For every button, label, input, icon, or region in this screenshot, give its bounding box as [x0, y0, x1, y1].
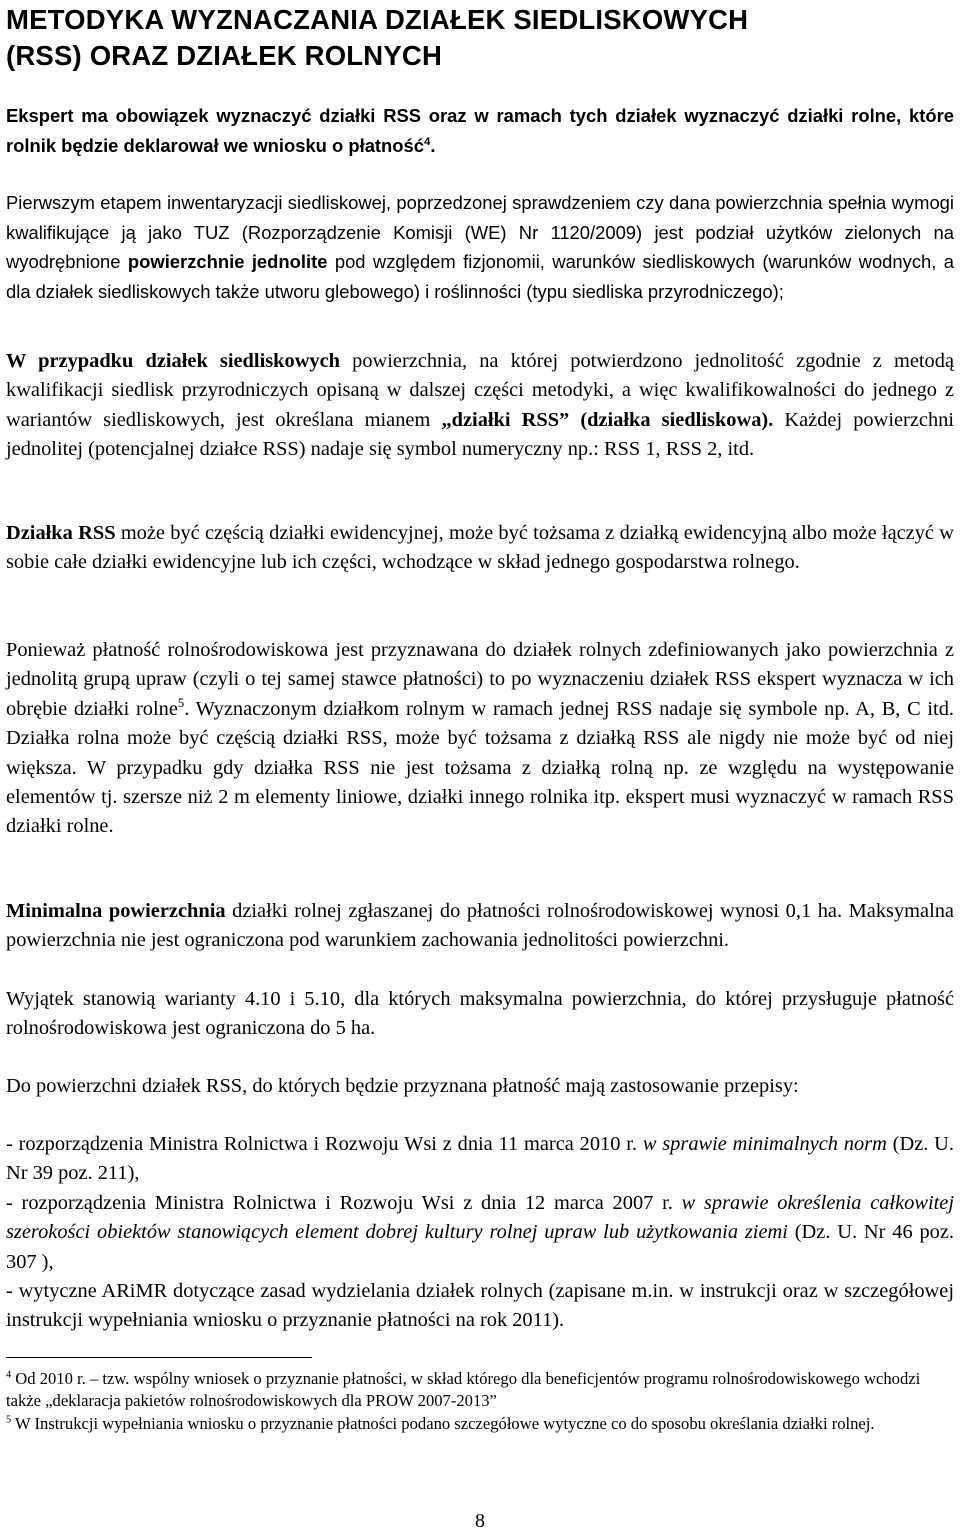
para1-text-2: pod względem fizjonomii, warunków siedliskowych (warunków wodnych, a dla działek siedliskowych także utworu glebowego) i roślinności (typu siedliska przyrodniczego); [6, 251, 954, 302]
regulation-item-1 [6, 1130, 954, 1189]
footnote-5-text: W Instrukcji wypełniania wniosku o przyznanie płatności podano szczegółowe wytyczne co do sposobu określania działki rolnej. [11, 1413, 875, 1433]
item2-text-b: (Dz. U. Nr 46 poz. 307 ), [6, 1221, 955, 1273]
paragraph-rss-definition [6, 347, 954, 465]
paragraph-minimum-area [6, 897, 954, 956]
title-line-1: METODYKA WYZNACZANIA DZIAŁEK SIEDLISKOWYCH [6, 4, 749, 35]
para5-text-2: Wyjątek stanowią warianty 4.10 i 5.10, dla których maksymalna powierzchnia, do której przysługuje płatność rolnośrodowiskowa jest ograniczona do 5 ha. [6, 988, 954, 1040]
para2-text-2: Każdej powierzchni jednolitej (potencjalnej działce RSS) nadaje się symbol numeryczny np.: RSS 1, RSS 2, itd. [6, 408, 955, 461]
paragraph-rss-parcel [6, 519, 954, 578]
para2-bold-1: W przypadku działek siedliskowych [6, 350, 341, 372]
page-number: 8 [475, 1510, 485, 1532]
footnote-4-number: 4 [6, 1369, 12, 1381]
paragraph-exception [6, 985, 954, 1044]
page-title [6, 2, 954, 74]
item3-text: - wytyczne ARiMR dotyczące zasad wydzielania działek rolnych (zapisane m.in. w instrukcji oraz w szczegółowej instrukcji wypełniania wniosku o przyznanie płatności na rok 2011). [6, 1280, 954, 1332]
footnote-5 [6, 1413, 954, 1435]
footnote-5-number: 5 [6, 1414, 12, 1426]
para5-text-1: działki rolnej zgłaszanej do płatności rolnośrodowiskowej wynosi 0,1 ha. Maksymalna powierzchnia nie jest ograniczona pod warunkiem zachowania jednolitości powierzchni. [6, 900, 954, 952]
regulation-item-3 [6, 1277, 954, 1336]
paragraph-inventory-stage [6, 188, 954, 306]
para4-text-1: Ponieważ płatność rolnośrodowiskowa jest przyznawana do działek rolnych zdefiniowanych jako powierzchnia z jednolitą grupą upraw (czyli o tej samej stawce płatności) to po wyznaczeniu działek RSS ekspert wyznacza w ich obrębie działki rolne [6, 639, 954, 720]
footnote-ref-5[interactable]: 5 [177, 696, 185, 711]
intro-text: Ekspert ma obowiązek wyznaczyć działki RSS oraz w ramach tych działek wyznaczyć działki rolne, które rolnik będzie deklarował we wniosku o płatność [6, 105, 954, 156]
item1-text-a: - rozporządzenia Ministra Rolnictwa i Rozwoju Wsi z dnia 11 marca 2010 r. [6, 1133, 643, 1155]
para4-text-2: . Wyznaczonym działkom rolnym w ramach jednej RSS nadaje się symbole np. A, B, C itd. Działka rolna może być częścią działki RSS, może być tożsama z działką RSS ale nigdy nie może być od niej większa. W przypadku gdy działka RSS nie jest tożsama z działką rolną np. ze względu na występowanie elementów tj. szersze niż 2 m elementy liniowe, działki innego rolnika itp. ekspert musi wyznaczyć w ramach RSS działki rolne. [6, 697, 954, 838]
paragraph-regulations-lead [6, 1072, 954, 1101]
footnote-4-text: Od 2010 r. – tzw. wspólny wniosek o przyznanie płatności, w skład którego dla beneficjentów programu rolnośrodowiskowego wchodzi także „deklaracja pakietów rolnośrodowiskowych dla PROW 2007-2013” [6, 1369, 921, 1411]
para1-bold: powierzchnie jednolite [127, 251, 328, 273]
para2-text-1: powierzchnia, na której potwierdzono jednolitość zgodnie z metodą kwalifikacji siedlisk przyrodniczych opisaną w dalszej części metodyki, a więc kwalifikowalności do jednego z wariantów siedliskowych, jest określana mianem [6, 350, 954, 431]
paragraph-agricultural-parcels [6, 636, 954, 842]
para6-lead: Do powierzchni działek RSS, do których będzie przyznana płatność mają zastosowanie przepisy: [6, 1075, 799, 1097]
para2-bold-2: „działki RSS” (działka siedliskowa). [441, 408, 774, 431]
para1-text-1: Pierwszym etapem inwentaryzacji siedliskowej, poprzedzonej sprawdzeniem czy dana powierzchnia spełnia wymogi kwalifikujące ją jako TUZ (Rozporządzenie Komisji (WE) Nr 1120/2009) jest podział użytków zielonych na wyodrębnione [6, 192, 954, 273]
item2-italic: w sprawie określenia całkowitej szerokości obiektów stanowiących element dobrej kultury rolnej upraw lub użytkowania ziemi [6, 1192, 954, 1244]
footnote-divider [6, 1357, 312, 1358]
footnote-4 [6, 1368, 954, 1413]
item1-text-b: (Dz. U. Nr 39 poz. 211), [6, 1133, 954, 1185]
title-line-2: (RSS) ORAZ DZIAŁEK ROLNYCH [6, 40, 443, 71]
para3-text: może być częścią działki ewidencyjnej, może być tożsama z działką ewidencyjną albo może łączyć w sobie całe działki ewidencyjne lub ich części, wchodzące w skład jednego gospodarstwa rolnego. [6, 522, 954, 574]
footnote-ref-4[interactable]: 4 [423, 135, 431, 148]
intro-paragraph [6, 101, 954, 161]
item2-text-a: - rozporządzenia Ministra Rolnictwa i Rozwoju Wsi z dnia 12 marca 2007 r. [6, 1192, 682, 1214]
item1-italic: w sprawie minimalnych norm [642, 1133, 887, 1155]
footnotes [6, 1368, 954, 1435]
regulation-item-2 [6, 1189, 954, 1277]
para5-bold: Minimalna powierzchnia [6, 900, 226, 922]
intro-end: . [430, 135, 436, 156]
para3-bold: Działka RSS [6, 522, 116, 544]
